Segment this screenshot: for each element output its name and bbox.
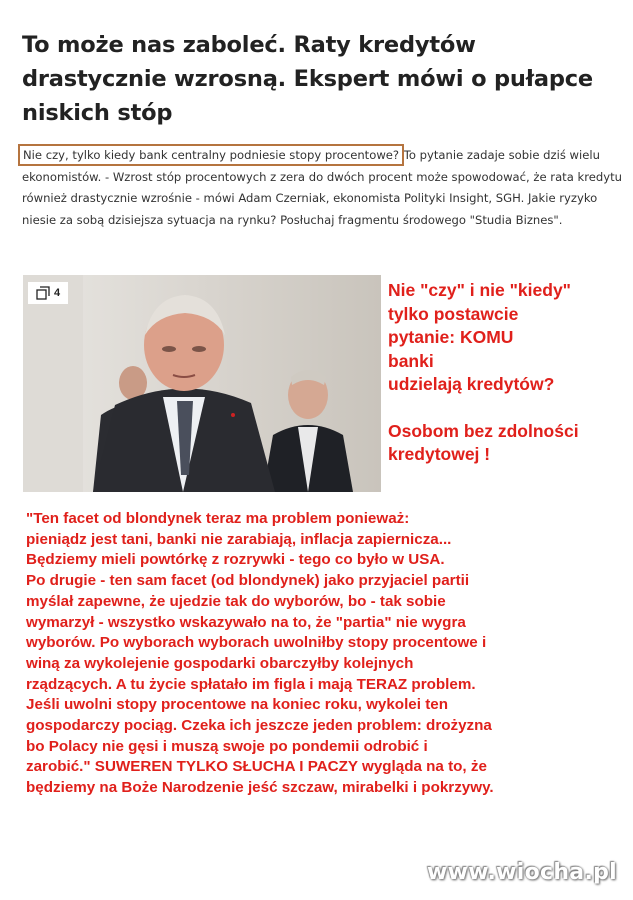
side-comment <box>388 279 628 467</box>
side-comment-line: pytanie: KOMU <box>388 327 514 347</box>
lead-highlighted-question: Nie czy, tylko kiedy bank centralny podniesie stopy procentowe? <box>23 148 400 162</box>
side-comment-answer <box>388 420 628 467</box>
lead-text: To pytanie zadaje sobie dziś wielu ekonomistów. - Wzrost stóp procentowych z zera do dwóch procent może spowodować, że rata kredytu również drastycznie wzrośnie - mówi Adam Czerniak, ekonomista Polityki Insight, SGH. Jakie ryzyko niesie za sobą dzisiejsza sytuacja na rynku? Posłuchaj fragmentu środowego "Studia Biznes". <box>22 148 622 227</box>
site-watermark: www.wiocha.pl <box>427 860 617 885</box>
gallery-icon <box>36 286 50 300</box>
side-comment-line: kredytowej ! <box>388 444 491 464</box>
side-comment-line: udzielają kredytów? <box>388 374 555 394</box>
gallery-count: 4 <box>53 287 61 299</box>
main-comment: "Ten facet od blondynek teraz ma problem ponieważ: pieniądz jest tani, banki nie zarabiają, inflacja zapiernicza... Będziemy mieli powtórkę z rozrywki - tego co było w USA. Po drugie - ten sam facet (od blondynek) jako przyjaciel partii myślał zapewne, że ujedzie tak do wyborów, bo - tak sobie wymarzył - wszystko wskazywało na to, że "partia" nie wygra wyborów. Po wyborach wyborach uwolniłby stopy procentowe i winą za wykolejenie gospodarki obarczyłby kolejnych rządzących. A tu życie spłatało im figla i mają TERAZ problem. Jeśli uwolni stopy procentowe na koniec roku, wykolei ten gospodarczy pociąg. Czeka ich jeszcze jeden problem: drożyzna bo Polacy nie gęsi i muszą swoje po pondemii odrobić i zarobić." SUWEREN TYLKO SŁUCHA I PACZY wygląda na to, że będziemy na Boże Narodzenie jeść szczaw, mirabelki i pokrzywy. <box>26 510 494 797</box>
article-lead <box>22 145 622 231</box>
side-comment-line: banki <box>388 350 434 371</box>
photo-illustration <box>23 275 381 492</box>
article-headline[interactable]: To może nas zaboleć. Raty kredytów drastycznie wzrosną. Ekspert mówi o pułapce niskich stóp <box>22 32 593 126</box>
side-comment-question <box>388 279 628 397</box>
side-comment-line: tylko postawcie <box>388 303 519 324</box>
side-comment-line: Nie "czy" i nie "kiedy" <box>388 280 571 300</box>
gallery-count-button[interactable] <box>28 282 68 304</box>
side-comment-line: Osobom bez zdolności <box>388 420 579 441</box>
article-photo[interactable] <box>23 275 381 492</box>
